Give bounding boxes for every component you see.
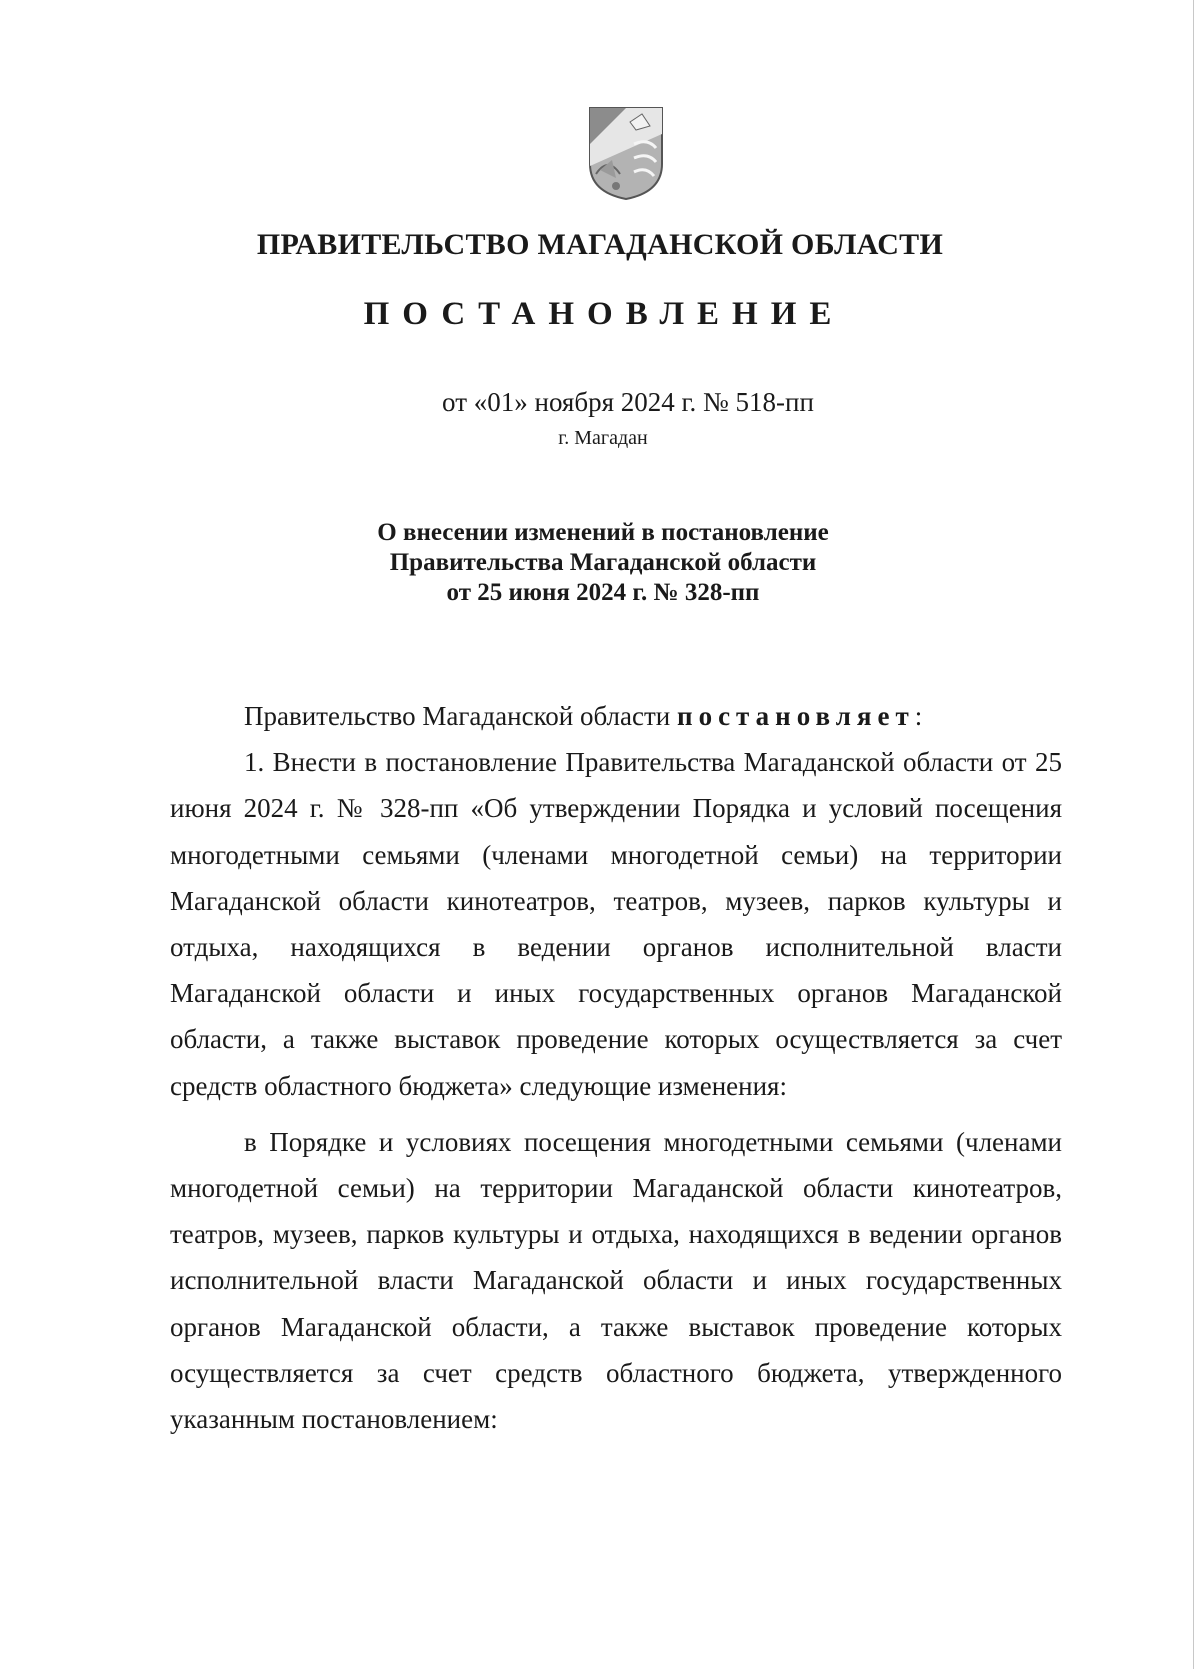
preamble-keyword: постановляет — [677, 701, 915, 731]
document-type: ПОСТАНОВЛЕНИЕ — [363, 296, 845, 332]
amendment-paragraph: в Порядке и условиях посещения многодетными семьями (членами многодетной семьи) на территории Магаданской области кинотеатров, театров, музеев, парков культуры и отдыха, находящихся в ведении органов исполнительной власти Магаданской области и иных государственных органов Магаданской области, а также выставок проведение которых осуществляется за счет средств областного бюджета, утвержденного указанным постановлением: — [170, 1126, 1062, 1435]
organization-title: ПРАВИТЕЛЬСТВО МАГАДАНСКОЙ ОБЛАСТИ — [256, 228, 944, 261]
preamble-subject: Правительство Магаданской области — [244, 701, 671, 731]
preamble-colon: : — [914, 701, 923, 731]
clause-1-paragraph: 1. Внести в постановление Правительства Магаданской области от 25 июня 2024 г. № 328-пп «Об утверждении Порядка и условий посещения многодетными семьями (членами многодетной семьи) на территории Магаданской области кинотеатров, театров, музеев, парков культуры и отдыха, находящихся в ведении органов исполнительной власти Магаданской области и иных государственных органов Магаданской области, а также выставок проведение которых осуществляется за счет средств областного бюджета» следующие изменения: — [170, 747, 1062, 1101]
document-subject — [0, 518, 1200, 608]
document-city: г. Магадан — [558, 427, 648, 449]
subject-line: Правительства Магаданской области — [389, 549, 817, 576]
document-body — [170, 693, 1062, 1442]
subject-line: от 25 июня 2024 г. № 328-пп — [446, 579, 760, 606]
coat-of-arms-icon — [586, 104, 666, 202]
preamble-paragraph — [170, 693, 1062, 739]
document-date-number: от «01» ноября 2024 г. № 518-пп — [442, 387, 814, 417]
subject-line: О внесении изменений в постановление — [377, 519, 829, 546]
